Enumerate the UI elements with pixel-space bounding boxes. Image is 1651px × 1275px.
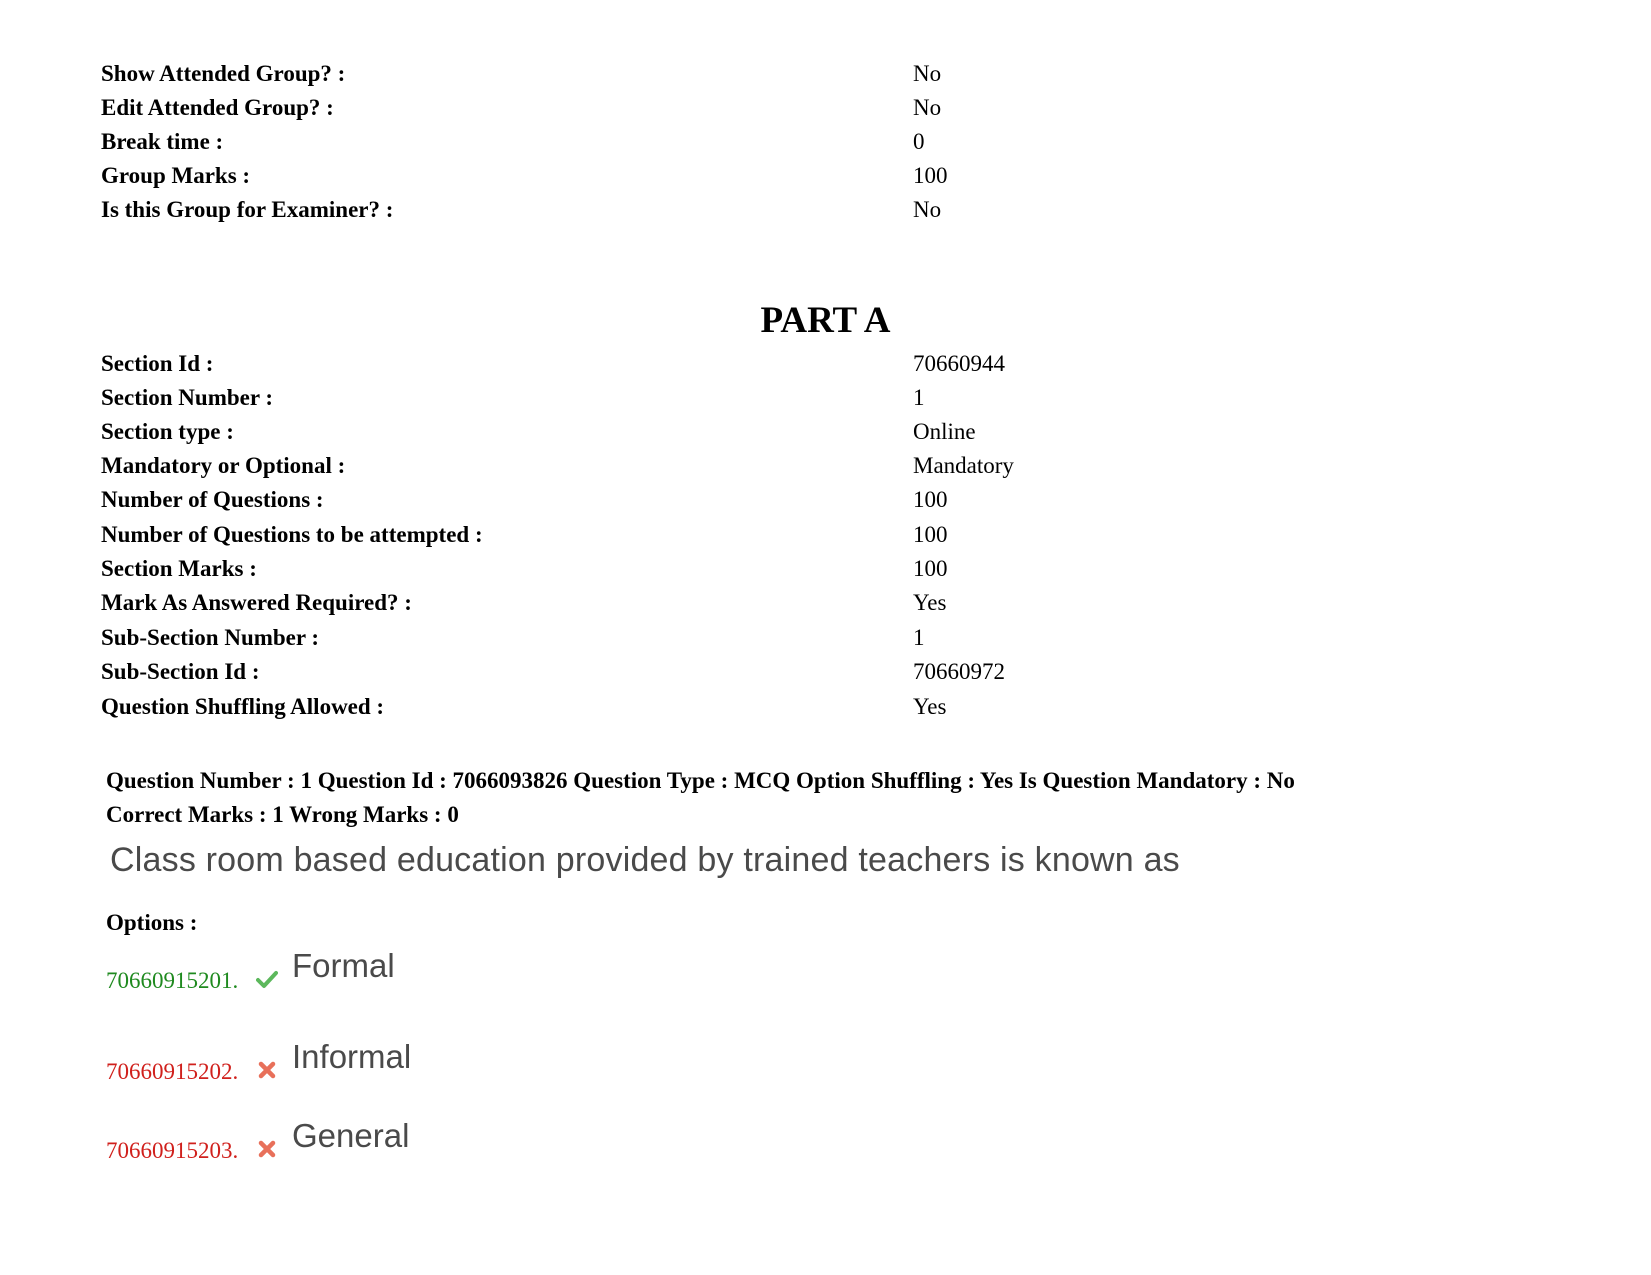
setting-label: Mandatory or Optional : [101, 453, 346, 478]
setting-value: 100 [913, 522, 948, 547]
setting-label: Question Shuffling Allowed : [101, 694, 385, 719]
setting-label: Group Marks : [101, 163, 251, 188]
section-setting-row [101, 449, 1401, 483]
setting-label: Is this Group for Examiner? : [101, 197, 394, 222]
setting-label: Sub-Section Id : [101, 659, 260, 684]
setting-label: Section Id : [101, 351, 214, 376]
part-title: PART A [760, 300, 891, 341]
section-setting-row [101, 483, 1401, 517]
setting-value: Yes [913, 590, 947, 615]
setting-label: Number of Questions : [101, 487, 324, 512]
section-setting-row [101, 690, 1401, 724]
setting-value: No [913, 197, 942, 222]
question-marks: Correct Marks : 1 Wrong Marks : 0 [106, 802, 459, 827]
section-setting-row [101, 586, 1401, 620]
setting-value: 100 [913, 163, 948, 188]
option-item [106, 1116, 506, 1166]
option-id: 70660915201. [106, 968, 239, 993]
setting-value: 70660944 [913, 351, 1005, 376]
setting-value: 0 [913, 129, 925, 154]
check-icon [256, 968, 278, 990]
option-id: 70660915203. [106, 1138, 239, 1163]
setting-label: Sub-Section Number : [101, 625, 320, 650]
setting-label: Number of Questions to be attempted : [101, 522, 483, 547]
section-setting-row [101, 552, 1401, 586]
setting-value: Online [913, 419, 976, 444]
setting-value: 1 [913, 385, 925, 410]
option-text: Formal [292, 947, 395, 984]
setting-value: No [913, 95, 942, 120]
setting-value: Yes [913, 694, 947, 719]
setting-value: 100 [913, 556, 948, 581]
group-setting-row [101, 57, 1401, 91]
cross-icon [256, 1138, 278, 1160]
setting-value: No [913, 61, 942, 86]
group-setting-row [101, 159, 1401, 193]
setting-value: 1 [913, 625, 925, 650]
group-setting-row [101, 193, 1401, 227]
setting-label: Edit Attended Group? : [101, 95, 334, 120]
setting-value: 100 [913, 487, 948, 512]
section-setting-row [101, 655, 1401, 689]
setting-label: Show Attended Group? : [101, 61, 346, 86]
group-setting-row [101, 91, 1401, 125]
cross-icon [256, 1059, 278, 1081]
setting-label: Section type : [101, 419, 234, 444]
setting-label: Break time : [101, 129, 224, 154]
section-setting-row [101, 518, 1401, 552]
section-setting-row [101, 381, 1401, 415]
setting-label: Mark As Answered Required? : [101, 590, 412, 615]
question-meta: Question Number : 1 Question Id : 7066093826 Question Type : MCQ Option Shuffling : Yes Is Question Mandatory : No [106, 768, 1295, 793]
option-item [106, 946, 506, 996]
section-setting-row [101, 621, 1401, 655]
group-setting-row [101, 125, 1401, 159]
setting-label: Section Marks : [101, 556, 257, 581]
section-setting-row [101, 415, 1401, 449]
option-text: Informal [292, 1038, 412, 1075]
option-text: General [292, 1117, 410, 1154]
option-item [106, 1037, 506, 1087]
setting-value: Mandatory [913, 453, 1014, 478]
options-label: Options : [106, 910, 198, 935]
section-setting-row [101, 347, 1401, 381]
setting-value: 70660972 [913, 659, 1005, 684]
setting-label: Section Number : [101, 385, 274, 410]
option-id: 70660915202. [106, 1059, 239, 1084]
question-text: Class room based education provided by trained teachers is known as [110, 841, 1180, 879]
